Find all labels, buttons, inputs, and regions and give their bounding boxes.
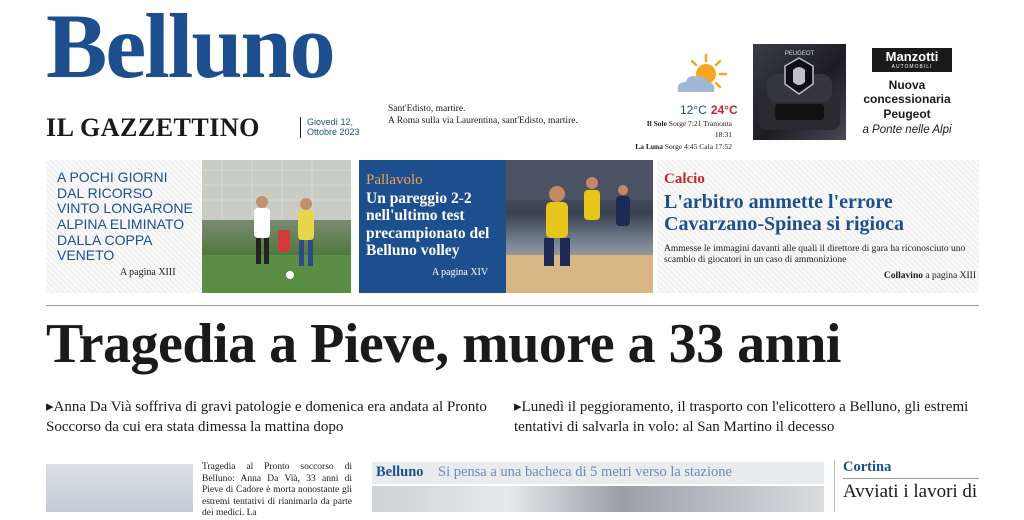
sun-cloud-icon — [668, 52, 732, 102]
issue-date — [300, 117, 360, 138]
ad-brand-sub: AUTOMOBILI — [891, 64, 933, 70]
teaser-2-category[interactable]: Pallavolo — [366, 172, 423, 188]
saint-description: A Roma sulla via Laurentina, sant'Edisto, martire. — [388, 115, 578, 126]
football-players-image — [202, 160, 351, 293]
ad-text[interactable] — [848, 78, 966, 121]
sun-label: Il Sole — [646, 119, 667, 128]
column-divider — [834, 460, 835, 512]
volleyball-players-image — [506, 160, 653, 293]
main-headline[interactable]: Tragedia a Pieve, muore a 33 anni — [46, 313, 841, 375]
ad-car-badge: PEUGEOT — [784, 51, 815, 57]
main-subhead-right: ▸Lunedì il peggioramento, il trasporto con l'elicottero a Belluno, gli estremi tentativi di salvarla in volo: al San Martino il decesso — [514, 399, 969, 435]
teaser-1-page-ref[interactable]: A pagina XIII — [120, 267, 176, 278]
temp-min: 12°C — [680, 103, 707, 117]
belluno-story-photo[interactable] — [372, 486, 824, 512]
moon-times — [629, 141, 732, 152]
teaser-3-page-ref[interactable] — [800, 271, 976, 281]
temp-max: 24°C — [710, 103, 738, 117]
teaser-3-category[interactable]: Calcio — [664, 171, 705, 187]
sun-moon-times — [629, 118, 732, 152]
teaser-2-photo[interactable] — [506, 160, 653, 293]
moon-label: La Luna — [635, 141, 663, 151]
teaser-3-summary: Ammesse le immagini davanti alle quali il direttore di gara ha riconosciuto uno scambio di giocatori in un caso di ammonizione — [664, 244, 966, 266]
ad-line-1: Nuova — [888, 78, 926, 92]
cortina-story-category[interactable]: Cortina — [843, 459, 892, 475]
belluno-story-category[interactable]: Belluno — [376, 464, 424, 480]
main-subhead-left: ▸Anna Da Vià soffriva di gravi patologie e domenica era andata al Pronto Soccorso da cui era stata dimessa la mattina dopo — [46, 399, 487, 435]
main-story-photo[interactable] — [46, 464, 193, 512]
section-divider — [46, 305, 979, 306]
car-front-icon — [753, 44, 846, 140]
teaser-1-photo[interactable] — [202, 160, 351, 293]
issue-date-day: Giovedì 12, — [307, 117, 354, 127]
teaser-2-headline[interactable]: Un pareggio 2-2 nell'ultimo test precampionato del Belluno volley — [366, 190, 490, 260]
issue-date-month: Ottobre 2023 — [307, 127, 360, 138]
main-article-text: Tragedia al Pronto soccorso di Belluno: Anna Da Vià, 33 anni di Pieve di Cadore è morta nonostante gli estremi tentativi di rianimarla da parte dei medici. La — [202, 462, 352, 519]
moon-text: Sorge 4:45 Cala 17:52 — [664, 141, 732, 151]
masthead-title: Belluno — [46, 0, 334, 97]
teaser-3-author: Collavino — [883, 271, 923, 281]
sun-times — [629, 118, 732, 141]
ad-brand-name: Manzotti — [885, 49, 939, 64]
teaser-2-page-ref[interactable]: A pagina XIV — [432, 267, 489, 278]
ad-subtitle: a Ponte nelle Alpi — [862, 124, 952, 136]
belluno-story-headline[interactable]: Si pensa a una bacheca di 5 metri verso la stazione — [438, 464, 732, 480]
cortina-story-headline[interactable]: Avviati i lavori di — [843, 481, 978, 502]
ad-line-2: concessionaria — [863, 92, 951, 107]
teaser-1-headline[interactable]: A POCHI GIORNI DAL RICORSO VINTO LONGARONE ALPINA ELIMINATO DALLA COPPA VENETO — [57, 169, 193, 264]
saint-of-day — [388, 104, 578, 128]
teaser-3-headline[interactable]: L'arbitro ammette l'errore Cavarzano-Spinea si rigioca — [664, 191, 904, 236]
teaser-3-ref-text: a pagina XIII — [925, 271, 976, 281]
paper-name: IL GAZZETTINO — [46, 113, 260, 142]
cortina-divider — [843, 478, 979, 479]
ad-car-image[interactable] — [753, 44, 846, 140]
ad-line-3: Peugeot — [883, 106, 931, 121]
ad-brand-logo[interactable] — [872, 48, 952, 72]
temperature — [680, 103, 738, 117]
sun-text: Sorge 7:21 Tramonta 18:31 — [668, 119, 732, 140]
saint-name: Sant'Edisto, martire. — [388, 104, 466, 114]
